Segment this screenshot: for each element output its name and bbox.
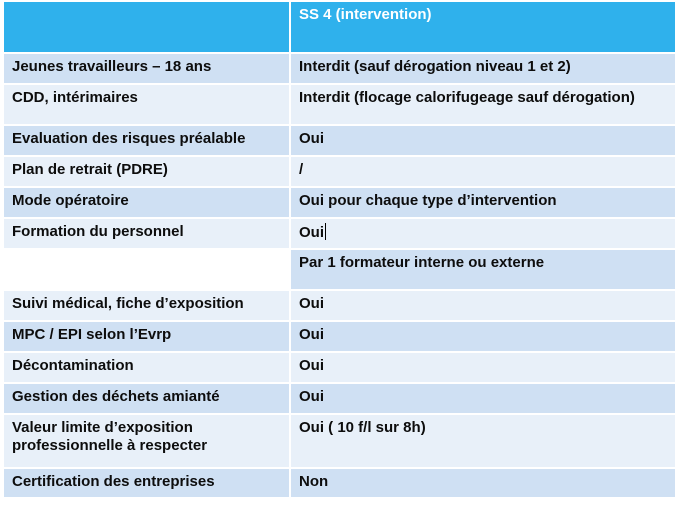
table-row bbox=[4, 54, 675, 85]
row-label: Valeur limite d’exposition professionnelle à respecter bbox=[4, 415, 291, 467]
table-row bbox=[4, 384, 675, 415]
row-value: Oui bbox=[291, 291, 675, 320]
header-cell-empty bbox=[4, 2, 291, 52]
row-label: Gestion des déchets amianté bbox=[4, 384, 291, 413]
table-row bbox=[4, 219, 675, 250]
table-row bbox=[4, 469, 675, 499]
row-label bbox=[4, 250, 291, 289]
row-label: Jeunes travailleurs – 18 ans bbox=[4, 54, 291, 83]
table-row bbox=[4, 353, 675, 384]
table-row bbox=[4, 291, 675, 322]
row-label: CDD, intérimaires bbox=[4, 85, 291, 124]
row-value: Oui bbox=[291, 322, 675, 351]
row-value: Oui ( 10 f/l sur 8h) bbox=[291, 415, 675, 467]
row-label: Evaluation des risques préalable bbox=[4, 126, 291, 155]
row-label: Mode opératoire bbox=[4, 188, 291, 217]
row-value: Oui bbox=[291, 126, 675, 155]
table-row bbox=[4, 188, 675, 219]
row-value: Oui bbox=[291, 353, 675, 382]
table-row bbox=[4, 322, 675, 353]
row-label: Certification des entreprises bbox=[4, 469, 291, 497]
row-value: Oui bbox=[291, 384, 675, 413]
header-cell-ss4: SS 4 (intervention) bbox=[291, 2, 675, 52]
row-value: Oui bbox=[299, 224, 324, 241]
row-value: / bbox=[291, 157, 675, 186]
table-row bbox=[4, 415, 675, 469]
table-row bbox=[4, 126, 675, 157]
row-value: Par 1 formateur interne ou externe bbox=[291, 250, 675, 289]
row-value: Interdit (sauf dérogation niveau 1 et 2) bbox=[291, 54, 675, 83]
row-label: Décontamination bbox=[4, 353, 291, 382]
row-label: Formation du personnel bbox=[4, 219, 291, 248]
row-label: Plan de retrait (PDRE) bbox=[4, 157, 291, 186]
row-value: Non bbox=[291, 469, 675, 497]
row-value-cell bbox=[291, 219, 675, 248]
table-row bbox=[4, 250, 675, 291]
row-value: Oui pour chaque type d’intervention bbox=[291, 188, 675, 217]
row-label: MPC / EPI selon l’Evrp bbox=[4, 322, 291, 351]
text-cursor bbox=[325, 223, 326, 240]
row-label: Suivi médical, fiche d’exposition bbox=[4, 291, 291, 320]
row-value: Interdit (flocage calorifugeage sauf dérogation) bbox=[291, 85, 675, 124]
comparison-table bbox=[4, 2, 675, 499]
table-header-row bbox=[4, 2, 675, 54]
table-row bbox=[4, 157, 675, 188]
table-row bbox=[4, 85, 675, 126]
